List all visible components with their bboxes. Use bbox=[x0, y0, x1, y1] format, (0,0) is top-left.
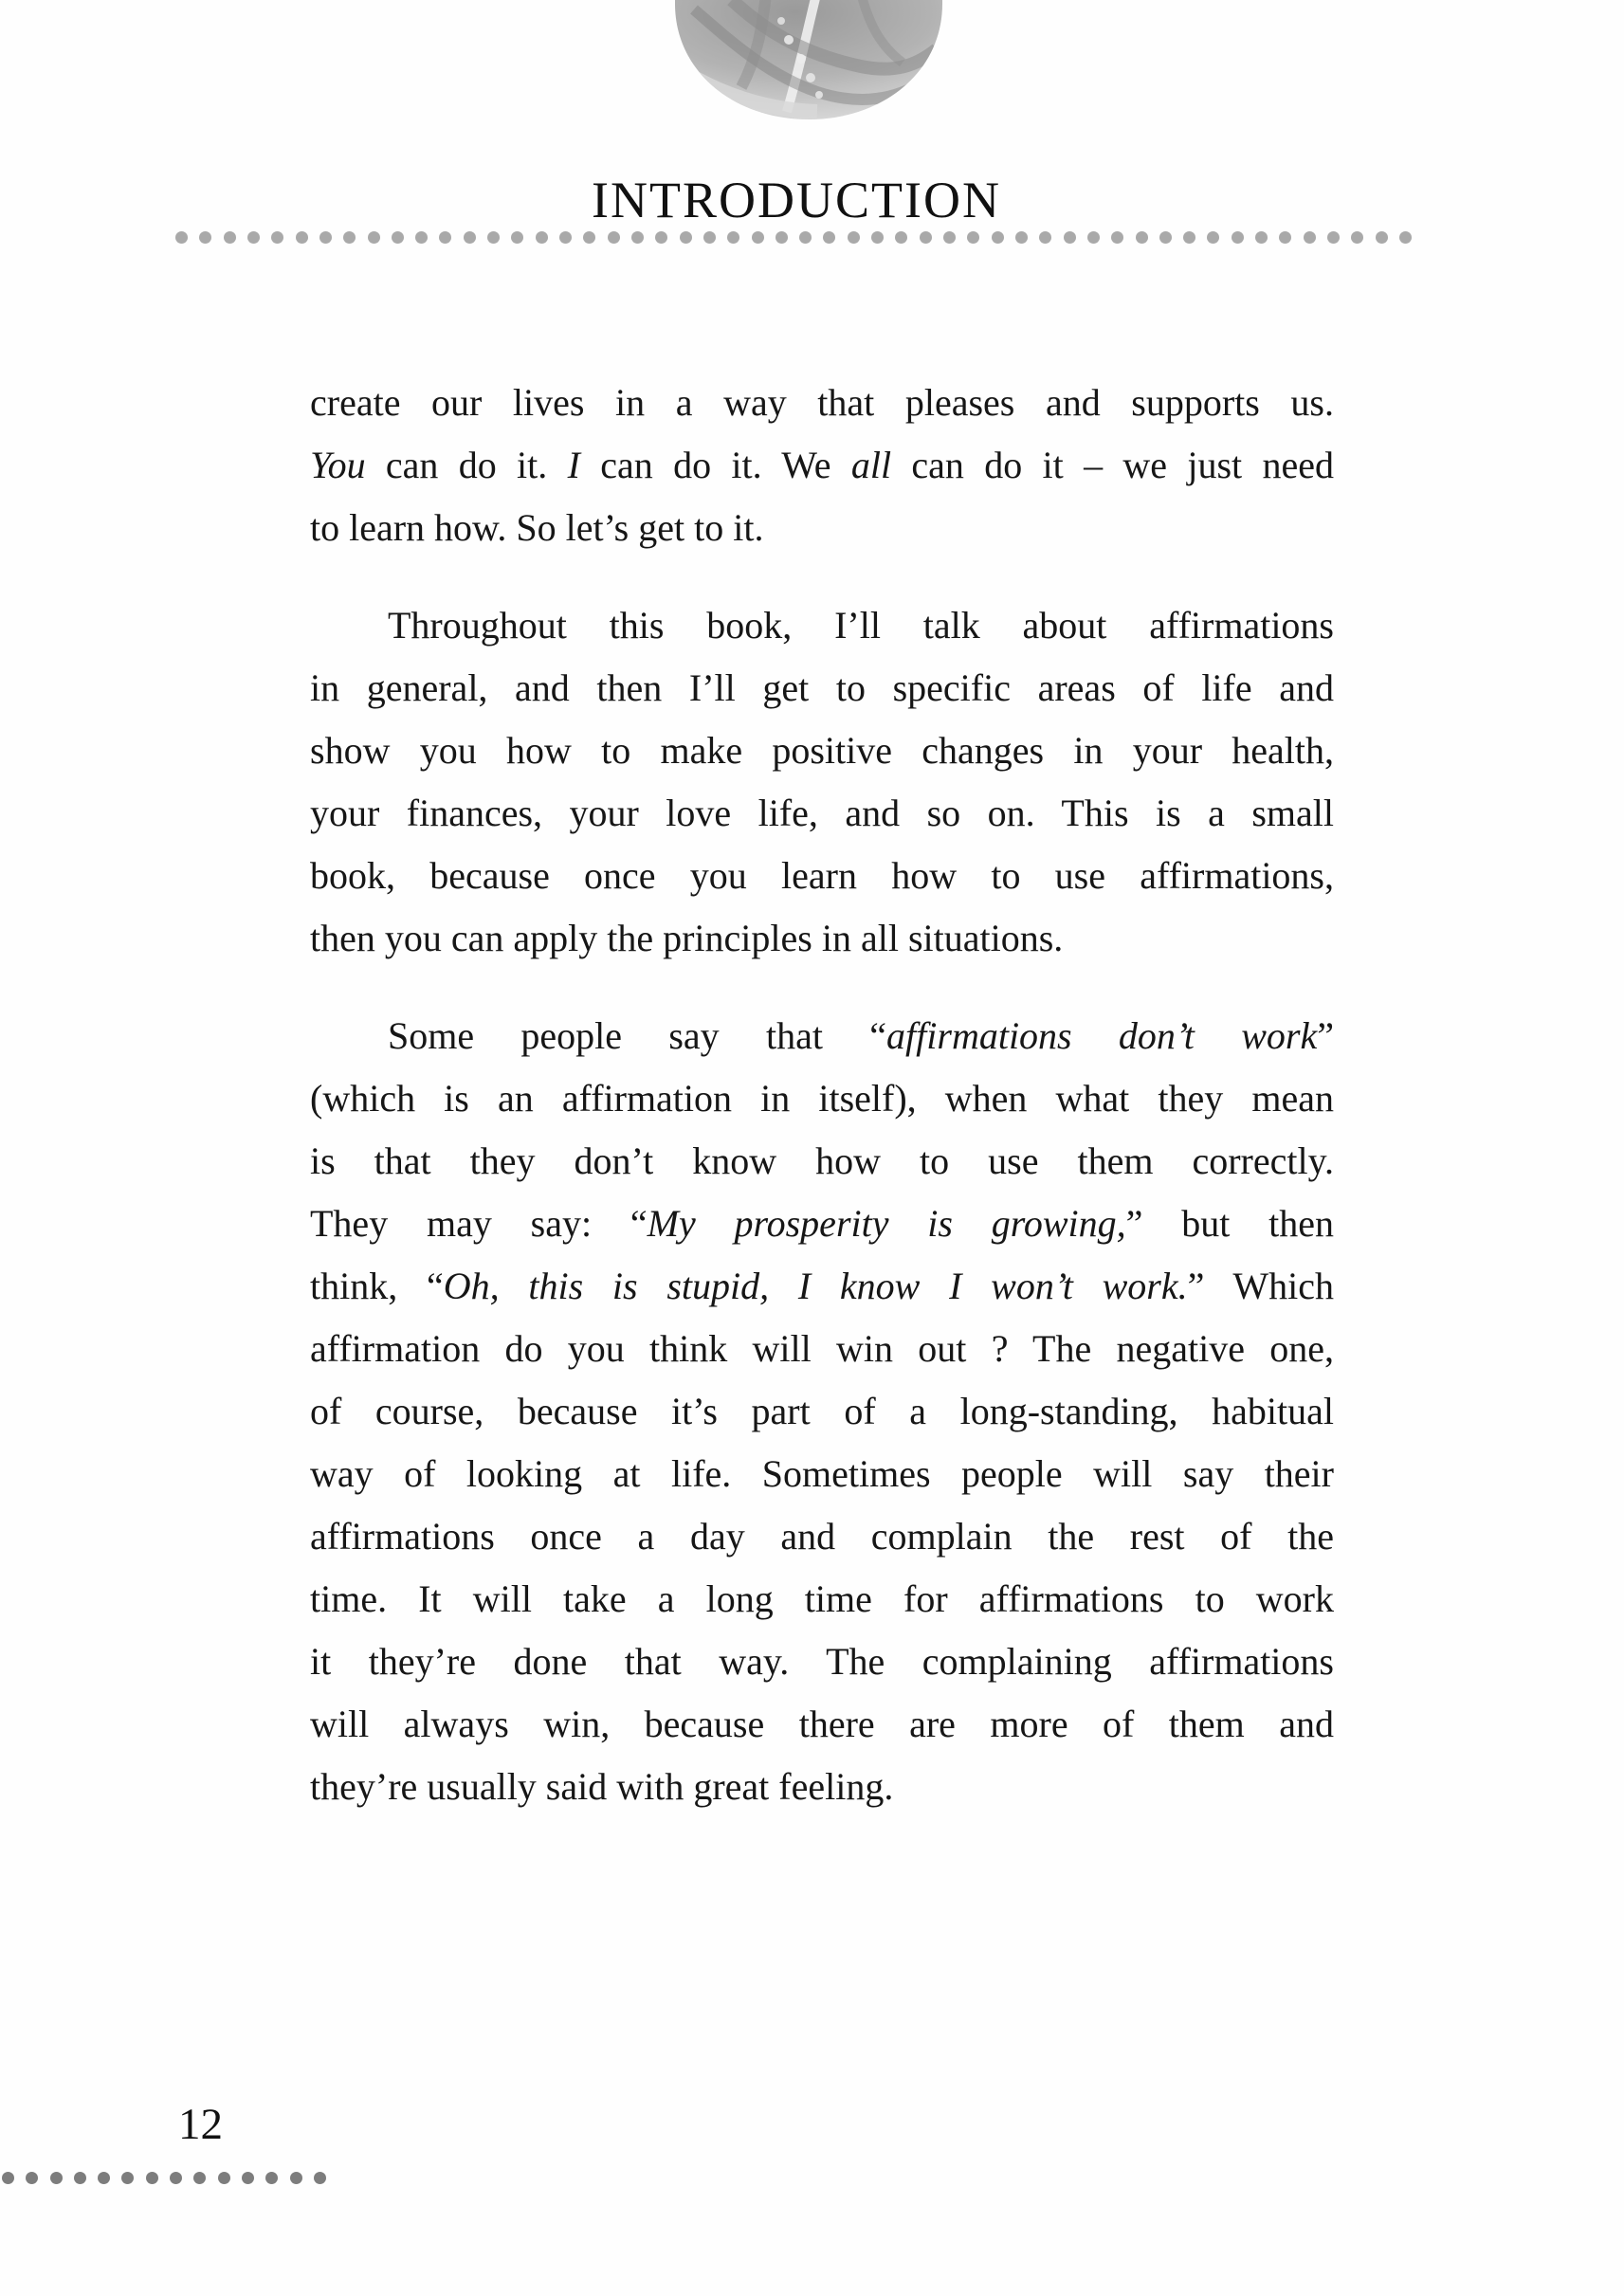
divider-dot bbox=[26, 2172, 38, 2184]
divider-dot bbox=[98, 2172, 110, 2184]
text-line bbox=[310, 782, 1334, 845]
text-segment: book, because once you learn how to use affirmations, bbox=[310, 854, 1334, 897]
page-title: INTRODUCTION bbox=[592, 172, 1001, 228]
text-line bbox=[310, 657, 1334, 720]
italic-text: I bbox=[567, 444, 580, 486]
text-line bbox=[310, 1693, 1334, 1756]
text-segment: your finances, your love life, and so on. This is a small bbox=[310, 792, 1334, 834]
divider-dot bbox=[536, 231, 548, 244]
divider-dot bbox=[608, 231, 620, 244]
divider-dot bbox=[1351, 231, 1363, 244]
divider-dot bbox=[680, 231, 692, 244]
text-line bbox=[310, 845, 1334, 907]
divider-dot bbox=[920, 231, 932, 244]
text-segment: think, “ bbox=[310, 1265, 444, 1307]
divider-dot bbox=[439, 231, 451, 244]
divider-dot bbox=[1183, 231, 1195, 244]
text-segment: it they’re done that way. The complaining affirmations bbox=[310, 1640, 1334, 1683]
divider-dot bbox=[967, 231, 979, 244]
text-segment: Some people say that “ bbox=[388, 1014, 887, 1057]
text-line bbox=[310, 1568, 1334, 1631]
divider-dot bbox=[74, 2172, 86, 2184]
italic-text: My prosperity is growing, bbox=[647, 1202, 1126, 1245]
paragraph bbox=[310, 1005, 1334, 1818]
text-segment: in general, and then I’ll get to specific areas of life and bbox=[310, 666, 1334, 709]
divider-dot bbox=[415, 231, 428, 244]
page-number: 12 bbox=[178, 2100, 223, 2149]
divider-dot bbox=[1279, 231, 1291, 244]
divider-dot bbox=[343, 231, 356, 244]
divider-dot bbox=[296, 231, 308, 244]
paragraph bbox=[310, 372, 1334, 559]
text-segment: to learn how. So let’s get to it. bbox=[310, 506, 764, 549]
divider-dot bbox=[823, 231, 835, 244]
divider-dot bbox=[271, 231, 283, 244]
divider-dot bbox=[224, 231, 236, 244]
text-segment: (which is an affirmation in itself), when what they mean bbox=[310, 1077, 1334, 1120]
text-segment: show you how to make positive changes in your health, bbox=[310, 729, 1334, 772]
divider-dot bbox=[655, 231, 667, 244]
italic-text: You bbox=[310, 444, 366, 486]
text-line bbox=[310, 1631, 1334, 1693]
divider-dot bbox=[392, 231, 404, 244]
leaf-ornament-icon bbox=[675, 0, 942, 121]
text-segment: can do it – we just need bbox=[891, 444, 1334, 486]
italic-text: all bbox=[850, 444, 892, 486]
divider-dot bbox=[247, 231, 260, 244]
text-segment: affirmations once a day and complain the rest of the bbox=[310, 1515, 1334, 1558]
italic-text: affirmations don’t work bbox=[886, 1014, 1318, 1057]
text-segment: create our lives in a way that pleases and supports us. bbox=[310, 381, 1334, 424]
text-segment: ” bbox=[1317, 1014, 1334, 1057]
divider-dot bbox=[776, 231, 788, 244]
divider-dot bbox=[895, 231, 907, 244]
divider-dot bbox=[1255, 231, 1268, 244]
text-segment: ” but then bbox=[1125, 1202, 1334, 1245]
divider-dot bbox=[121, 2172, 134, 2184]
text-line bbox=[310, 434, 1334, 497]
divider-dot bbox=[487, 231, 500, 244]
text-segment: they’re usually said with great feeling. bbox=[310, 1765, 894, 1808]
divider-dot bbox=[631, 231, 644, 244]
text-line bbox=[310, 720, 1334, 782]
divider-dot bbox=[464, 231, 476, 244]
divider-dot bbox=[1304, 231, 1316, 244]
text-segment: then you can apply the principles in all situations. bbox=[310, 917, 1064, 959]
divider-dot bbox=[871, 231, 884, 244]
top-dots-divider bbox=[175, 231, 1412, 244]
text-line bbox=[310, 1443, 1334, 1505]
divider-dot bbox=[1232, 231, 1244, 244]
text-line bbox=[310, 1318, 1334, 1380]
divider-dot bbox=[1015, 231, 1028, 244]
text-segment: Throughout this book, I’ll talk about affirmations bbox=[388, 604, 1334, 647]
divider-dot bbox=[218, 2172, 230, 2184]
divider-dot bbox=[146, 2172, 158, 2184]
divider-dot bbox=[703, 231, 716, 244]
text-segment: affirmation do you think will win out ? The negative one, bbox=[310, 1327, 1334, 1370]
divider-dot bbox=[290, 2172, 302, 2184]
divider-dot bbox=[199, 231, 211, 244]
divider-dot bbox=[943, 231, 956, 244]
text-line bbox=[310, 1380, 1334, 1443]
divider-dot bbox=[319, 231, 332, 244]
divider-dot bbox=[511, 231, 523, 244]
text-segment: can do it. We bbox=[579, 444, 851, 486]
text-segment: way of looking at life. Sometimes people will say their bbox=[310, 1452, 1334, 1495]
divider-dot bbox=[1159, 231, 1172, 244]
text-line bbox=[310, 907, 1334, 970]
divider-dot bbox=[559, 231, 572, 244]
divider-dot bbox=[175, 231, 188, 244]
divider-dot bbox=[1064, 231, 1076, 244]
text-line bbox=[310, 594, 1334, 657]
divider-dot bbox=[50, 2172, 63, 2184]
text-segment: They may say: “ bbox=[310, 1202, 648, 1245]
italic-text: Oh, this is stupid, I know I won’t work. bbox=[443, 1265, 1188, 1307]
text-line bbox=[310, 372, 1334, 434]
divider-dot bbox=[1039, 231, 1051, 244]
divider-dot bbox=[2, 2172, 14, 2184]
divider-dot bbox=[242, 2172, 254, 2184]
text-line bbox=[310, 1005, 1334, 1067]
divider-dot bbox=[1376, 231, 1388, 244]
divider-dot bbox=[170, 2172, 182, 2184]
paragraph bbox=[310, 594, 1334, 970]
divider-dot bbox=[1087, 231, 1100, 244]
text-segment: can do it. bbox=[365, 444, 568, 486]
bottom-dots-divider bbox=[2, 2172, 326, 2184]
text-segment: ” Which bbox=[1187, 1265, 1335, 1307]
text-line bbox=[310, 497, 1334, 559]
divider-dot bbox=[992, 231, 1004, 244]
divider-dot bbox=[314, 2172, 326, 2184]
divider-dot bbox=[1327, 231, 1340, 244]
divider-dot bbox=[848, 231, 860, 244]
text-segment: will always win, because there are more of them and bbox=[310, 1703, 1334, 1745]
text-segment: of course, because it’s part of a long-standing, habitual bbox=[310, 1390, 1334, 1432]
divider-dot bbox=[193, 2172, 206, 2184]
divider-dot bbox=[1111, 231, 1123, 244]
divider-dot bbox=[1207, 231, 1219, 244]
divider-dot bbox=[1136, 231, 1148, 244]
divider-dot bbox=[265, 2172, 278, 2184]
text-line bbox=[310, 1067, 1334, 1130]
divider-dot bbox=[752, 231, 764, 244]
divider-dot bbox=[1399, 231, 1412, 244]
text-segment: is that they don’t know how to use them correctly. bbox=[310, 1139, 1334, 1182]
text-line bbox=[310, 1193, 1334, 1255]
body-text bbox=[310, 372, 1334, 1818]
text-line bbox=[310, 1130, 1334, 1193]
divider-dot bbox=[727, 231, 739, 244]
text-line bbox=[310, 1505, 1334, 1568]
divider-dot bbox=[368, 231, 380, 244]
divider-dot bbox=[799, 231, 812, 244]
text-line bbox=[310, 1756, 1334, 1818]
text-line bbox=[310, 1255, 1334, 1318]
text-segment: time. It will take a long time for affirmations to work bbox=[310, 1577, 1334, 1620]
divider-dot bbox=[583, 231, 595, 244]
